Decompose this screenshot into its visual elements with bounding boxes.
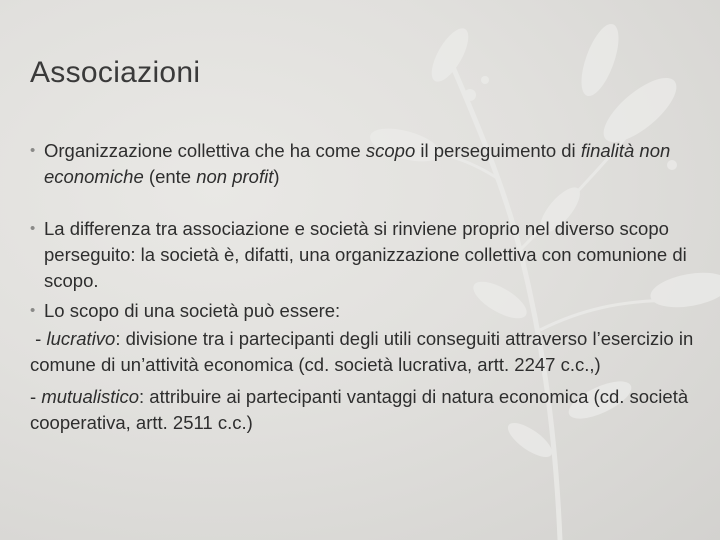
bullet-1-text-b: il perseguimento di (415, 140, 581, 161)
bullet-1-text-c: (ente (143, 166, 197, 187)
bullet-1 (30, 138, 706, 190)
sub-1-italic: lucrativo (46, 328, 116, 349)
slide-body (30, 138, 706, 436)
bullet-3-text: Lo scopo di una società può essere: (44, 300, 341, 321)
bullet-3 (30, 298, 706, 324)
bullet-1-text-d: ) (273, 166, 280, 187)
sub-item-lucrativo (30, 326, 706, 378)
sub-1-prefix: - (30, 328, 47, 349)
bullet-mark: • (30, 302, 36, 319)
bullet-mark: • (30, 220, 36, 237)
sub-2-text: : attribuire ai partecipanti vantaggi di natura economica (cd. società cooperativa, artt. 2511 c.c.) (30, 386, 689, 433)
bullet-1-italic-b: finalità non economiche (44, 140, 671, 187)
bullet-2-text: La differenza tra associazione e società si rinviene proprio nel diverso scopo perseguito: la società è, difatti, una organizzazione collettiva con comunione di scopo. (44, 218, 687, 291)
sub-1-text: : divisione tra i partecipanti degli utili conseguiti attraverso l’esercizio in comune di un’attività economica (cd. società lucrativa, artt. 2247 c.c.,) (30, 328, 694, 375)
bullet-1-text-a: Organizzazione collettiva che ha come (44, 140, 366, 161)
sub-item-mutualistico (30, 384, 706, 436)
bullet-1-italic-a: scopo (365, 140, 416, 161)
sub-2-italic: mutualistico (41, 386, 139, 407)
bullet-2 (30, 216, 706, 294)
slide-title: Associazioni (30, 56, 201, 89)
bullet-1-italic-c: non profit (196, 166, 274, 187)
bullet-mark: • (30, 142, 36, 159)
sub-2-prefix: - (30, 386, 42, 407)
